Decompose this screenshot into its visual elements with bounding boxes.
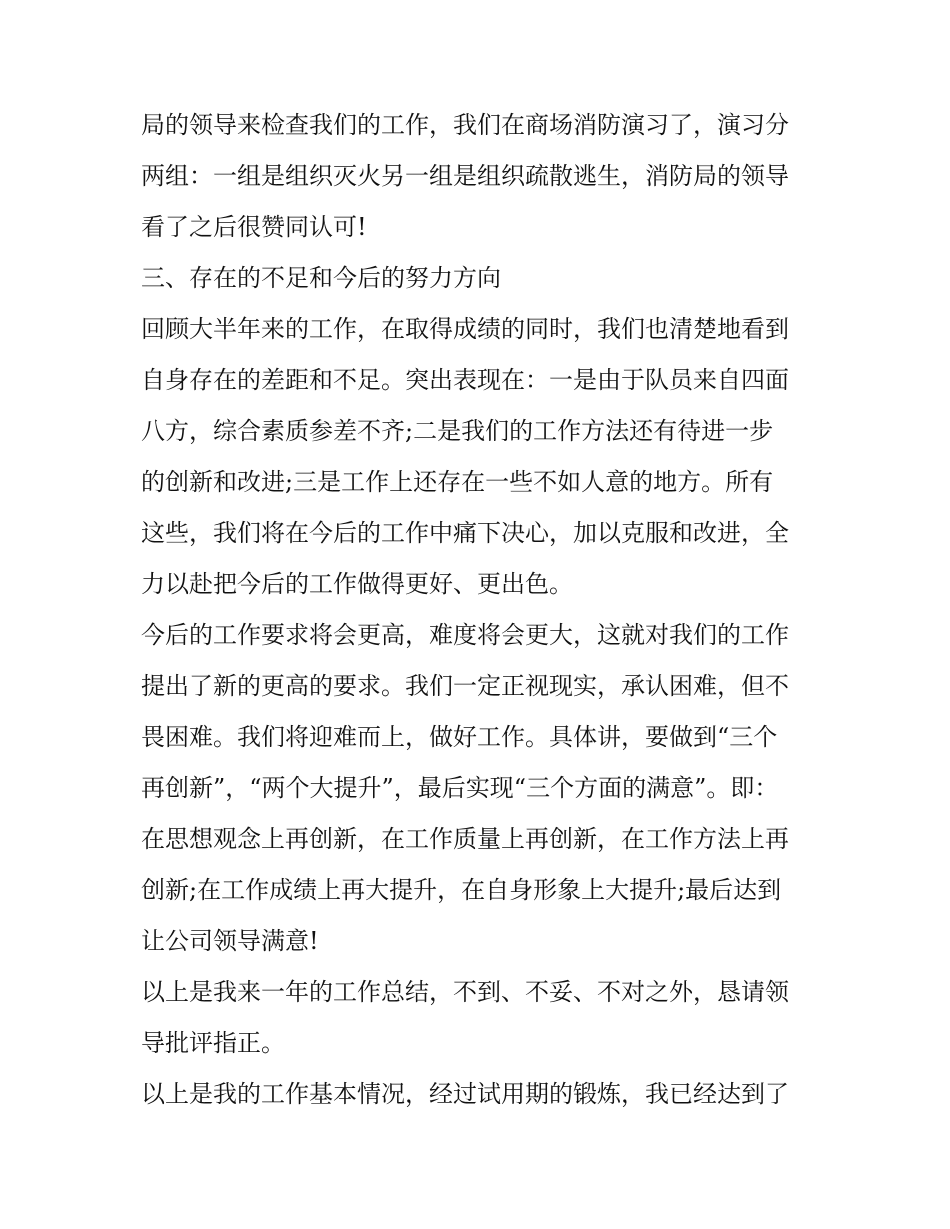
text-line-2: 两组：一组是组织灭火另一组是组织疏散逃生，消防局的领导 <box>141 162 789 190</box>
text-line-5: 回顾大半年来的工作，在取得成绩的同时，我们也清楚地看到 <box>141 315 789 343</box>
text-line-3: 看了之后很赞同认可! <box>141 213 367 241</box>
text-line-9: 这些，我们将在今后的工作中痛下决心，加以克服和改进，全 <box>141 519 789 547</box>
text-line-6: 自身存在的差距和不足。突出表现在：一是由于队员来自四面 <box>141 366 789 394</box>
text-line-10: 力以赴把今后的工作做得更好、更出色。 <box>141 570 573 598</box>
text-line-19: 导批评指正。 <box>141 1029 285 1057</box>
text-line-11: 今后的工作要求将会更高，难度将会更大，这就对我们的工作 <box>141 621 789 649</box>
text-line-8: 的创新和改进;三是工作上还存在一些不如人意的地方。所有 <box>141 468 774 496</box>
text-line-15: 在思想观念上再创新，在工作质量上再创新，在工作方法上再 <box>141 825 789 853</box>
text-line-20: 以上是我的工作基本情况，经过试用期的锻炼，我已经达到了 <box>141 1080 789 1108</box>
section-heading: 三、存在的不足和今后的努力方向 <box>141 264 501 292</box>
text-line-13: 畏困难。我们将迎难而上，做好工作。具体讲，要做到“三个 <box>141 723 778 751</box>
text-line-16: 创新;在工作成绩上再大提升，在自身形象上大提升;最后达到 <box>141 876 782 904</box>
text-line-17: 让公司领导满意! <box>141 927 319 955</box>
text-line-7: 八方，综合素质参差不齐;二是我们的工作方法还有待进一步 <box>141 417 774 445</box>
text-line-18: 以上是我来一年的工作总结，不到、不妥、不对之外，恳请领 <box>141 978 789 1006</box>
document-body <box>141 100 821 1120</box>
text-line-12: 提出了新的更高的要求。我们一定正视现实，承认困难，但不 <box>141 672 789 700</box>
text-line-1: 局的领导来检查我们的工作，我们在商场消防演习了，演习分 <box>141 111 789 139</box>
text-line-14: 再创新”，“两个大提升”，最后实现“三个方面的满意”。即： <box>141 774 779 802</box>
